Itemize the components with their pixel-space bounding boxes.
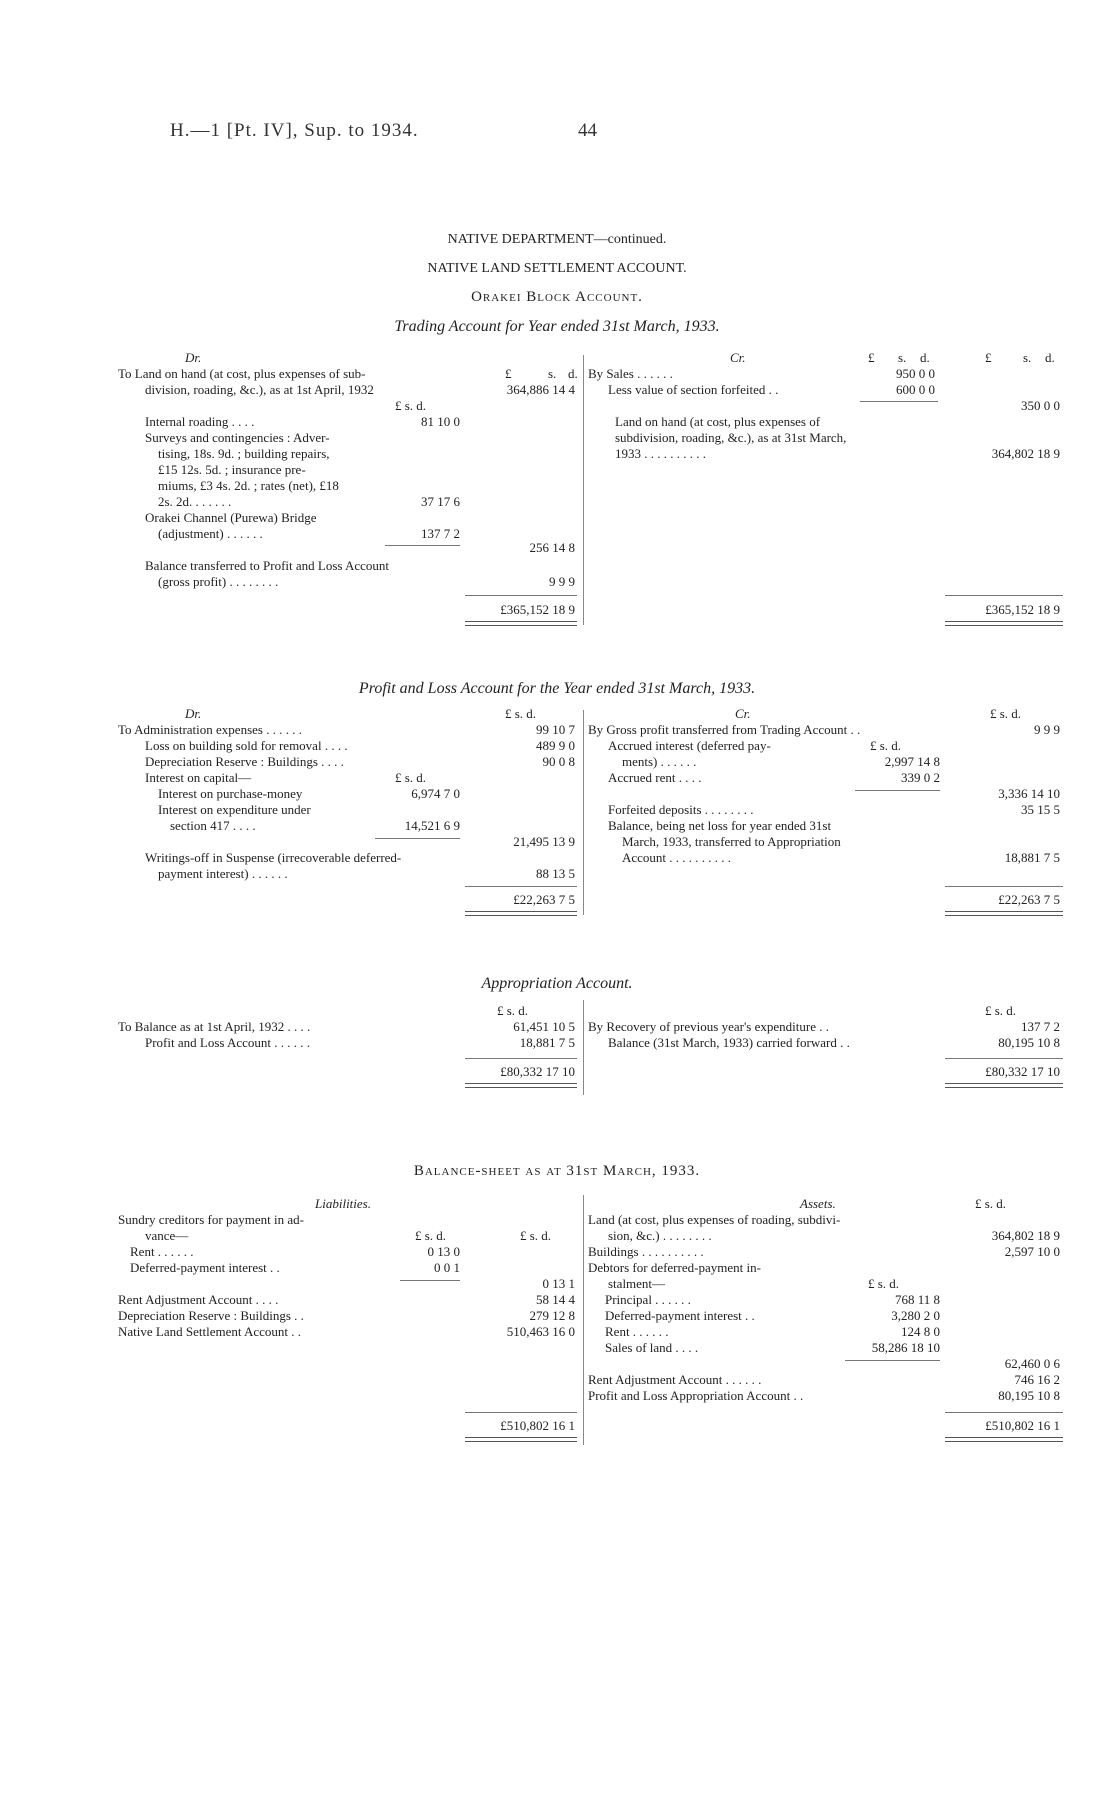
trading-right-line: Less value of section forfeited . . xyxy=(608,382,779,397)
bal-left-amount: 510,463 16 0 xyxy=(506,1324,575,1339)
bal-left-line: Sundry creditors for payment in ad- xyxy=(118,1212,304,1227)
pl-right-amount: 339 0 2 xyxy=(901,770,940,785)
bal-right-line: Principal . . . . . . xyxy=(605,1292,691,1307)
pl-right-amount: 35 15 5 xyxy=(1021,802,1060,817)
cr-hdr-s: s. xyxy=(898,350,907,365)
trading-right-line: Land on hand (at cost, plus expenses of xyxy=(615,414,821,429)
bal-right-line: Rent Adjustment Account . . . . . . xyxy=(588,1372,762,1387)
account-title: NATIVE LAND SETTLEMENT ACCOUNT. xyxy=(427,261,687,276)
pl-dr: Dr. xyxy=(185,706,202,721)
pl-right-line: ments) . . . . . . xyxy=(622,754,697,769)
trading-left-line: (gross profit) . . . . . . . . xyxy=(158,574,279,589)
appr-left-amount: 61,451 10 5 xyxy=(513,1019,575,1034)
trading-left-line: miums, £3 4s. 2d. ; rates (net), £18 xyxy=(158,478,339,493)
bal-right-line: Buildings . . . . . . . . . . xyxy=(588,1244,704,1259)
pl-left-amount: 99 10 7 xyxy=(536,722,575,737)
bal-right-line: Debtors for deferred-payment in- xyxy=(588,1260,761,1275)
pl-left-subtotal: 21,495 13 9 xyxy=(513,834,575,849)
pl-left-amount: 489 9 0 xyxy=(536,738,575,753)
bal-left-amount: 279 12 8 xyxy=(529,1308,575,1323)
liabilities-heading: Liabilities. xyxy=(315,1196,371,1211)
pl-right-subhdr: £ s. d. xyxy=(870,738,902,753)
bal-right-amount: 58,286 18 10 xyxy=(871,1340,940,1355)
trading-left-line: tising, 18s. 9d. ; building repairs, xyxy=(158,446,330,461)
pl-left-line: payment interest) . . . . . . xyxy=(158,866,288,881)
pl-cr: Cr. xyxy=(735,706,751,721)
pl-left-total: £22,263 7 5 xyxy=(513,892,575,907)
trading-left-line: Surveys and contingencies : Adver- xyxy=(145,430,330,445)
balance-hdr-right: £ s. d. xyxy=(975,1196,1007,1211)
pl-right-line: By Gross profit transferred from Trading Account . . xyxy=(588,722,861,737)
dept-title: NATIVE DEPARTMENT—continued. xyxy=(447,232,667,247)
bal-right-line: Profit and Loss Appropriation Account . . xyxy=(588,1388,804,1403)
trading-left-line: 2s. 2d. . . . . . . xyxy=(158,494,232,509)
pl-right-line: March, 1933, transferred to Appropriation xyxy=(622,834,841,849)
trading-right-total: £365,152 18 9 xyxy=(985,602,1060,617)
pl-left-subhdr: £ s. d. xyxy=(395,770,427,785)
appr-right-total: £80,332 17 10 xyxy=(985,1064,1060,1079)
trading-left-line: division, roading, &c.), as at 1st April, 1932 xyxy=(145,382,374,397)
pl-right-line: Forfeited deposits . . . . . . . . xyxy=(608,802,754,817)
bal-left-amount: 0 13 0 xyxy=(427,1244,460,1259)
pl-right-line: Accrued interest (deferred pay- xyxy=(608,738,771,753)
bal-left-hdr: £ s. d. xyxy=(520,1228,552,1243)
bal-right-amount: 2,597 10 0 xyxy=(1004,1244,1060,1259)
trading-right-amount: 600 0 0 xyxy=(896,382,935,397)
bal-right-subtotal: 62,460 0 6 xyxy=(1004,1356,1060,1371)
trading-left-amount: 9 9 9 xyxy=(549,574,575,589)
trading-left-line: Orakei Channel (Purewa) Bridge xyxy=(145,510,317,525)
bal-right-line: Sales of land . . . . xyxy=(605,1340,699,1355)
cr-hdr-pound: £ xyxy=(868,350,875,365)
pl-left-line: Writings-off in Suspense (irrecoverable deferred- xyxy=(145,850,402,865)
page-number: 44 xyxy=(578,120,597,141)
trading-left-total: £365,152 18 9 xyxy=(500,602,575,617)
trading-right-line: subdivision, roading, &c.), as at 31st March, xyxy=(615,430,847,445)
trading-left-amount: 37 17 6 xyxy=(421,494,460,509)
bal-right-total: £510,802 16 1 xyxy=(985,1418,1060,1433)
trading-left-amount: 81 10 0 xyxy=(421,414,460,429)
cr-hdr-pound2: £ xyxy=(985,350,992,365)
bal-right-line: stalment— xyxy=(608,1276,666,1291)
appr-left-line: To Balance as at 1st April, 1932 . . . . xyxy=(118,1019,311,1034)
bal-right-line: Land (at cost, plus expenses of roading, subdivi- xyxy=(588,1212,841,1227)
bal-left-line: Native Land Settlement Account . . xyxy=(118,1324,302,1339)
bal-left-total: £510,802 16 1 xyxy=(500,1418,575,1433)
appr-right-line: Balance (31st March, 1933) carried forward . . xyxy=(608,1035,850,1050)
trading-right-line: By Sales . . . . . . xyxy=(588,366,673,381)
bal-left-amount: 58 14 4 xyxy=(536,1292,575,1307)
pl-right-amount: 18,881 7 5 xyxy=(1004,850,1060,865)
pl-hdr: £ s. d. xyxy=(505,706,537,721)
bal-right-amount: 124 8 0 xyxy=(901,1324,940,1339)
bal-left-line: vance— xyxy=(145,1228,189,1243)
bal-right-amount: 80,195 10 8 xyxy=(998,1388,1060,1403)
trading-left-amount: 137 7 2 xyxy=(421,526,460,541)
cr-hdr-d2: d. xyxy=(1045,350,1055,365)
appr-left-total: £80,332 17 10 xyxy=(500,1064,575,1079)
appropriation-title: Appropriation Account. xyxy=(481,975,633,992)
trading-left-line: To Land on hand (at cost, plus expenses of sub- xyxy=(118,366,366,381)
block-title: Orakei Block Account. xyxy=(471,289,643,305)
appr-hdr: £ s. d. xyxy=(497,1003,529,1018)
pl-right-subtotal: 3,336 14 10 xyxy=(998,786,1060,801)
hdr-pound: £ xyxy=(505,366,512,381)
pl-left-amount: 90 0 8 xyxy=(542,754,575,769)
pl-left-line: Loss on building sold for removal . . . . xyxy=(145,738,348,753)
trading-right-net: 350 0 0 xyxy=(1021,398,1060,413)
bal-right-line: sion, &c.) . . . . . . . . xyxy=(608,1228,712,1243)
trading-dr: Dr. xyxy=(185,350,202,365)
trading-left-line: Balance transferred to Profit and Loss Account xyxy=(145,558,390,573)
pl-left-amount: 6,974 7 0 xyxy=(411,786,460,801)
hdr-s: s. xyxy=(548,366,557,381)
pl-right-amount: 2,997 14 8 xyxy=(884,754,940,769)
balance-title: Balance-sheet as at 31st March, 1933. xyxy=(413,1163,701,1179)
pl-left-line: Interest on expenditure under xyxy=(158,802,311,817)
assets-heading: Assets. xyxy=(800,1196,836,1211)
trading-left-line: £15 12s. 5d. ; insurance pre- xyxy=(158,462,306,477)
pl-left-line: Depreciation Reserve : Buildings . . . . xyxy=(145,754,344,769)
appr-right-line: By Recovery of previous year's expenditure . . xyxy=(588,1019,829,1034)
trading-left-amount: 364,886 14 4 xyxy=(506,382,575,397)
trading-left-line: (adjustment) . . . . . . xyxy=(158,526,263,541)
bal-right-line: Deferred-payment interest . . xyxy=(605,1308,755,1323)
bal-right-amount: 768 11 8 xyxy=(894,1292,940,1307)
bal-left-subhdr: £ s. d. xyxy=(415,1228,447,1243)
pl-left-line: Interest on capital— xyxy=(145,770,252,785)
pl-left-amount: 14,521 6 9 xyxy=(404,818,460,833)
pl-left-line: section 417 . . . . xyxy=(170,818,256,833)
bal-left-line: Depreciation Reserve : Buildings . . xyxy=(118,1308,304,1323)
trading-left-line: Internal roading . . . . xyxy=(145,414,255,429)
cr-hdr-d: d. xyxy=(920,350,930,365)
pl-left-amount: 88 13 5 xyxy=(536,866,575,881)
bal-right-amount: 3,280 2 0 xyxy=(891,1308,940,1323)
running-head: H.—1 [Pt. IV], Sup. to 1934. xyxy=(170,120,419,141)
bal-left-subtotal: 0 13 1 xyxy=(542,1276,575,1291)
pl-left-line: To Administration expenses . . . . . . xyxy=(118,722,302,737)
trading-subtotal: 256 14 8 xyxy=(529,540,575,555)
bal-right-amount: 364,802 18 9 xyxy=(991,1228,1060,1243)
bal-right-line: Rent . . . . . . xyxy=(605,1324,669,1339)
trading-title: Trading Account for Year ended 31st March, 1933. xyxy=(394,318,720,335)
bal-left-amount: 0 0 1 xyxy=(434,1260,460,1275)
bal-right-subhdr: £ s. d. xyxy=(868,1276,900,1291)
bal-right-amount: 746 16 2 xyxy=(1014,1372,1060,1387)
cr-hdr-s2: s. xyxy=(1023,350,1032,365)
bal-left-line: Rent . . . . . . xyxy=(130,1244,194,1259)
appr-left-line: Profit and Loss Account . . . . . . xyxy=(145,1035,311,1050)
appr-right-amount: 137 7 2 xyxy=(1021,1019,1060,1034)
trading-subhdr: £ s. d. xyxy=(395,398,427,413)
pl-right-line: Accrued rent . . . . xyxy=(608,770,702,785)
trading-cr: Cr. xyxy=(730,350,746,365)
trading-right-line: 1933 . . . . . . . . . . xyxy=(615,446,706,461)
pl-right-line: Account . . . . . . . . . . xyxy=(622,850,732,865)
trading-right-amount: 364,802 18 9 xyxy=(991,446,1060,461)
appr-left-amount: 18,881 7 5 xyxy=(519,1035,575,1050)
bal-left-line: Deferred-payment interest . . xyxy=(130,1260,280,1275)
pl-right-total: £22,263 7 5 xyxy=(998,892,1060,907)
appr-right-amount: 80,195 10 8 xyxy=(998,1035,1060,1050)
pl-title: Profit and Loss Account for the Year ended 31st March, 1933. xyxy=(358,680,756,697)
hdr-d: d. xyxy=(568,366,578,381)
pl-right-amount: 9 9 9 xyxy=(1034,722,1060,737)
pl-hdr-right: £ s. d. xyxy=(990,706,1022,721)
appr-hdr-right: £ s. d. xyxy=(985,1003,1017,1018)
pl-left-line: Interest on purchase-money xyxy=(158,786,303,801)
bal-left-line: Rent Adjustment Account . . . . xyxy=(118,1292,279,1307)
pl-right-line: Balance, being net loss for year ended 31st xyxy=(608,818,832,833)
trading-right-amount: 950 0 0 xyxy=(896,366,935,381)
